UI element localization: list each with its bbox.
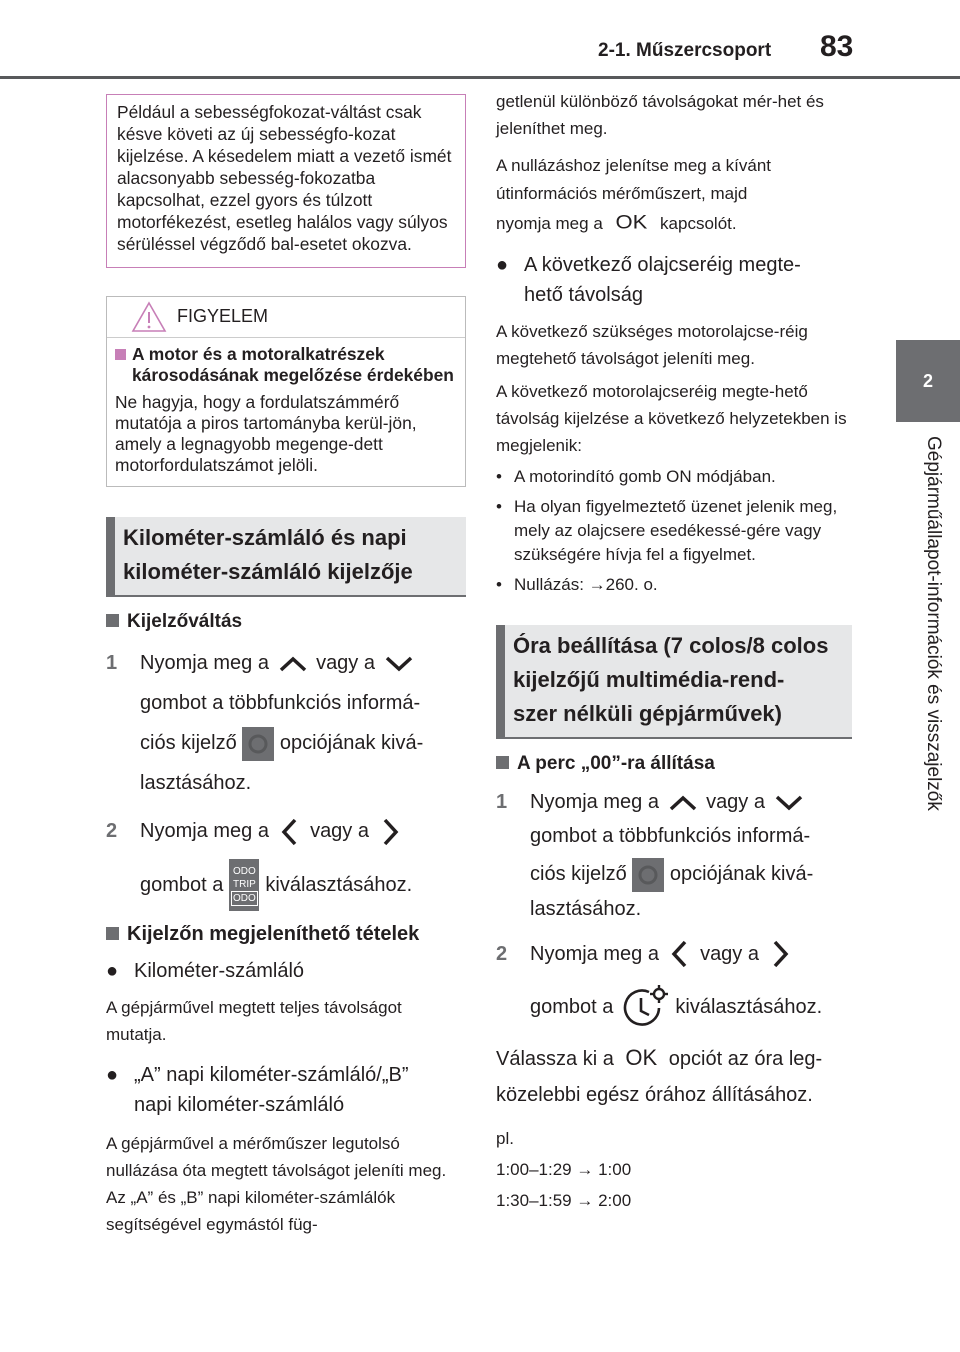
subheading-display-switch: Kijelzőváltás <box>106 611 466 633</box>
list-item: • Nullázás: →260. o. <box>496 575 658 594</box>
chevron-down-icon <box>771 791 807 815</box>
list-item: • A motorindító gomb ON módjában. <box>496 467 776 486</box>
bullet-oil-change: ● A következő olajcseréig megte- hető távolság <box>496 250 852 310</box>
chapter-tab <box>896 340 960 422</box>
oil-change-desc-2: A következő motorolajcseréig megte-hető távolság kijelzése a következő helyzetekben is megjelenik: <box>496 382 847 455</box>
oil-change-list <box>496 465 852 597</box>
step-1: 1 Nyomja meg a vagy a gombot a többfunkciós informá- ciós kijelző opciójának kivá- lasztásához. <box>496 785 852 926</box>
settings-gear-icon <box>632 858 664 892</box>
left-column <box>106 94 466 1238</box>
example-1: 1:00–1:29 → 1:00 <box>496 1159 632 1179</box>
step-number: 2 <box>496 942 508 965</box>
odo-trip-icon: ODO TRIP ODO <box>229 859 259 911</box>
warning-header <box>107 297 465 338</box>
warning-triangle-icon <box>131 300 167 334</box>
subheading-display-items: Kijelzőn megjeleníthető tételek <box>106 923 466 946</box>
warning-title: FIGYELEM <box>177 306 269 326</box>
square-bullet-icon <box>106 614 119 627</box>
chevron-down-icon <box>381 652 417 676</box>
chapter-tab-number: 2 <box>922 370 933 391</box>
step-number: 1 <box>496 791 508 813</box>
clock-settings-icon <box>619 984 669 1030</box>
bullet-dot-icon: ● <box>106 1064 119 1086</box>
step-1: 1 Nyomja meg a vagy a gombot a többfunkciós informá- ciós kijelző opciójának kivá- lasztásához. <box>106 643 466 803</box>
note-text: Például a sebességfokozat-váltást csak késve követi az új sebességfo-kozat kijelzése. A késedelem miatt a vezető ismét alacsonyabb sebesség-fokozatba kapcsolhat, ezzel gyors és túlzott motorfékezést, esetleg halálos vagy súlyos sérüléssel végződő bal-esetet okozva. <box>117 102 452 254</box>
select-ok-text: Válassza ki a OK opciót az óra leg- közelebbi egész órához állításához. <box>496 1040 852 1113</box>
square-bullet-icon <box>115 349 126 360</box>
continued-text: getlenül különböző távolságokat mér-het és jeleníthet meg. <box>496 92 824 138</box>
square-bullet-icon <box>106 927 119 940</box>
section-label: 2-1. Műszercsoport <box>598 40 772 61</box>
example-2: 1:30–1:59 → 2:00 <box>496 1190 632 1210</box>
warning-subtitle: A motor és a motoralkatrészek károsodásának megelőzése érdekében <box>115 344 457 386</box>
chevron-left-icon <box>275 815 305 849</box>
chevron-right-icon <box>765 937 795 971</box>
chevron-right-icon <box>375 815 405 849</box>
warning-body <box>107 338 465 486</box>
chevron-up-icon <box>275 652 311 676</box>
odometer-description: A gépjárművel megtett teljes távolságot mutatja. <box>106 998 402 1044</box>
bullet-dot-icon: ● <box>496 254 509 276</box>
step-2: 2 Nyomja meg a vagy a gombot a ODO TRIP ODO kiválasztásához. <box>106 811 466 911</box>
warning-text: Ne hagyja, hogy a fordulatszámmérő mutatója a piros tartományba kerül-jön, amely a legnagyobb megenge-dett motorfordulatszámot jelöli. <box>115 392 417 475</box>
ok-icon: OK <box>615 210 648 233</box>
list-item: • Ha olyan figyelmeztető üzenet jelenik meg, mely az olajcsere esedékessé-gére vagy szükségére hívja fel a figyelmet. <box>496 497 838 564</box>
section-heading-clock: Óra beállítása (7 colos/8 colos kijelzőjű multimédia-rend- szer nélküli gépjárművek) <box>496 625 852 739</box>
step-number: 1 <box>106 652 118 674</box>
bullet-odometer: ● Kilométer-számláló <box>106 956 466 986</box>
step-2: 2 Nyomja meg a vagy a gombot a kiválasztásához. <box>496 934 852 1030</box>
oil-change-desc-1: A következő szükséges motorolajcse-réig megtehető távolságot jeleníti meg. <box>496 322 808 368</box>
chevron-up-icon <box>665 791 701 815</box>
step-number: 2 <box>106 820 118 842</box>
page-number: 83 <box>820 30 854 63</box>
warning-box <box>106 296 466 487</box>
settings-gear-icon <box>242 727 274 761</box>
example-label: pl. <box>496 1128 514 1148</box>
ok-icon: OK <box>625 1044 658 1070</box>
bullet-trip-meter: ● „A” napi kilométer-számláló/„B” napi kilométer-számláló <box>106 1060 466 1120</box>
section-heading-odometer: Kilométer-számláló és napi kilométer-számláló kijelzője <box>106 517 466 597</box>
bullet-dot-icon: ● <box>106 960 119 982</box>
subheading-minute-reset: A perc „00”-ra állítása <box>496 753 852 775</box>
square-bullet-icon <box>496 756 509 769</box>
right-column <box>496 88 852 1214</box>
note-box <box>106 94 466 268</box>
reset-instructions: A nullázáshoz jelenítse meg a kívánt útinformációs mérőműszert, majd nyomja meg a OK kapcsolót. <box>496 156 771 233</box>
trip-meter-description: A gépjárművel a mérőműszer legutolsó nullázása óta megtett távolságot jeleníti meg. Az „A” és „B” napi kilométer-számlálók segítségével egymástól füg- <box>106 1134 447 1234</box>
chapter-title: Gépjárműállapot-információk és visszajelzők <box>923 436 944 811</box>
header-rule <box>0 76 960 79</box>
chevron-left-icon <box>665 937 695 971</box>
